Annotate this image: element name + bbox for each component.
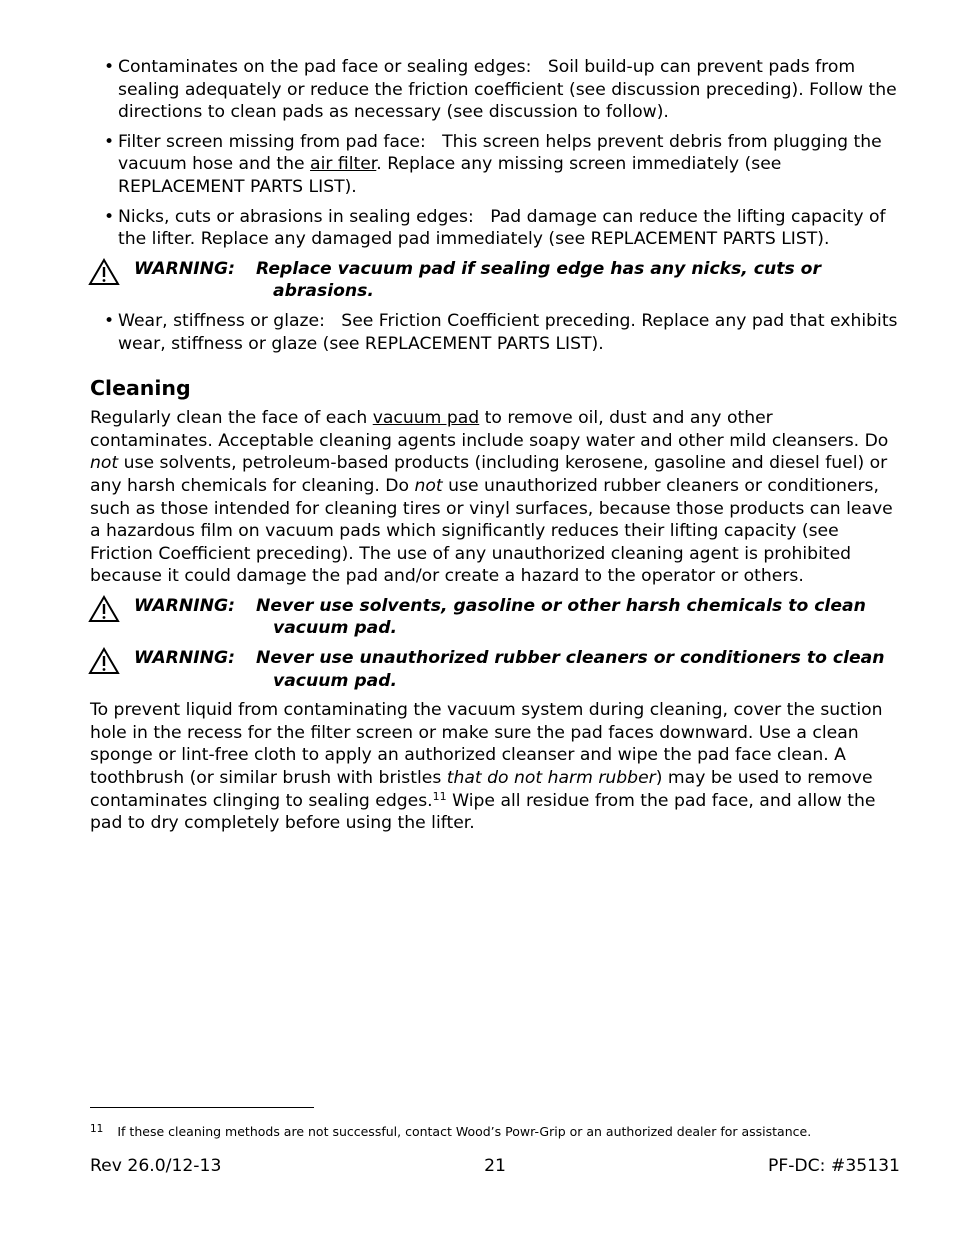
bullet-text: . Replace any missing screen immediately (see REPLACEMENT PARTS LIST). [118, 154, 782, 197]
warning-triangle-icon [88, 258, 120, 286]
warning-solvents [90, 595, 900, 640]
bullet-filter-screen: • Filter screen missing from pad face: This screen helps prevent debris from plugging the vacuum hose and the air filter. Replace any missing screen immediately (see REPLACEMENT PARTS LIST). [104, 131, 882, 197]
bullet-text: Soil build-up can prevent pads from sealing adequately or reduce the friction coefficient (see discussion preceding). Follow the directions to clean pads as necessary (see discussion to follow). [118, 57, 897, 123]
bullet-text: Pad damage can reduce the lifting capacity of the lifter. Replace any damaged pad immediately (see REPLACEMENT PARTS LIST). [118, 206, 886, 250]
vacuum-pad-link[interactable]: vacuum pad [372, 408, 480, 429]
bullet-wear: • Wear, stiffness or glaze: See Friction Coefficient preceding. Replace any pad that exhibits wear, stiffness or glaze (see REPLACEMENT PARTS LIST). [104, 310, 898, 354]
warning-text-cont: vacuum pad. [273, 670, 398, 691]
footnote-number: 11 [90, 1123, 104, 1135]
revision-label: Rev 26.0/12-13 [90, 1156, 222, 1176]
bullet-lead: Wear, stiffness or glaze: [118, 310, 325, 331]
page-number: 21 [484, 1156, 506, 1176]
warning-text: Replace vacuum pad if sealing edge has any nicks, cuts or [256, 258, 821, 279]
warning-label: WARNING: [134, 595, 236, 616]
warning-triangle-icon [88, 595, 120, 623]
footnote [90, 1124, 910, 1139]
warning-label: WARNING: [134, 648, 236, 669]
bullet-text: See Friction Coefficient preceding. Replace any pad that exhibits wear, stiffness or glaze (see REPLACEMENT PARTS LIST). [118, 310, 898, 354]
warning-text-cont: abrasions. [273, 281, 374, 302]
bullet-lead: Nicks, cuts or abrasions in sealing edges: [118, 206, 474, 227]
bullet-text: This screen helps prevent debris from plugging the vacuum hose and the [118, 131, 882, 175]
warning-text: Never use solvents, gasoline or other harsh chemicals to clean [256, 595, 866, 616]
warning-text: Never use unauthorized rubber cleaners or conditioners to clean [256, 648, 885, 669]
footnote-text: If these cleaning methods are not successful, contact Wood’s Powr-Grip or an authorized dealer for assistance. [117, 1124, 812, 1139]
cleaning-paragraph-2: To prevent liquid from contaminating the vacuum system during cleaning, cover the suction hole in the recess for the filter screen or make sure the pad faces downward. Use a clean sponge or lint-free cloth to apply an authorized cleanser and wipe the pad face clean. A toothbrush (or similar brush with bristles that do not harm rubber) may be used to remove contaminates clinging to sealing edges.$^{11}$ Wipe all residue from the pad face, and allow the pad to dry completely before using the lifter. [90, 700, 883, 834]
warning-text-cont: vacuum pad. [273, 618, 398, 639]
warning-rubber-cleaners [90, 647, 900, 692]
bullet-nicks-cuts: • Nicks, cuts or abrasions in sealing edges: Pad damage can reduce the lifting capacity of the lifter. Replace any damaged pad immediately (see REPLACEMENT PARTS LIST). [104, 206, 886, 250]
section-heading-cleaning: Cleaning [90, 376, 191, 401]
warning-triangle-icon [88, 647, 120, 675]
document-id: PF-DC: #35131 [767, 1156, 900, 1176]
air-filter-link[interactable]: air filter [310, 154, 377, 175]
warning-label: WARNING: [134, 258, 236, 279]
footnote-reference[interactable]: 11 [432, 789, 447, 803]
bullet-lead: Contaminates on the pad face or sealing edges: [118, 57, 532, 77]
cleaning-paragraph-1: Regularly clean the face of each vacuum pad to remove oil, dust and any other contaminates. Acceptable cleaning agents include soapy water and other mild cleansers. Do not use solvents, petroleum-based products (including kerosene, gasoline and diesel fuel) or any harsh chemicals for cleaning. Do not use unauthorized rubber cleaners or conditioners, such as those intended for cleaning tires or vinyl surfaces, because those products can leave a hazardous film on vacuum pads which significantly reduces their lifting capacity (see Friction Coefficient preceding). The use of any unauthorized cleaning agent is prohibited because it could damage the pad and/or create a hazard to the operator or others. [90, 408, 893, 587]
warning-replace-pad [90, 258, 900, 303]
bullet-lead: Filter screen missing from pad face: [118, 131, 426, 152]
footnote-divider [90, 1107, 314, 1108]
bullet-contaminates: • Contaminates on the pad face or sealing edges: Soil build-up can prevent pads from sealing adequately or reduce the friction coefficient (see discussion preceding). Follow the directions to clean pads as necessary (see discussion to follow). [104, 57, 897, 123]
page-content [90, 56, 900, 842]
